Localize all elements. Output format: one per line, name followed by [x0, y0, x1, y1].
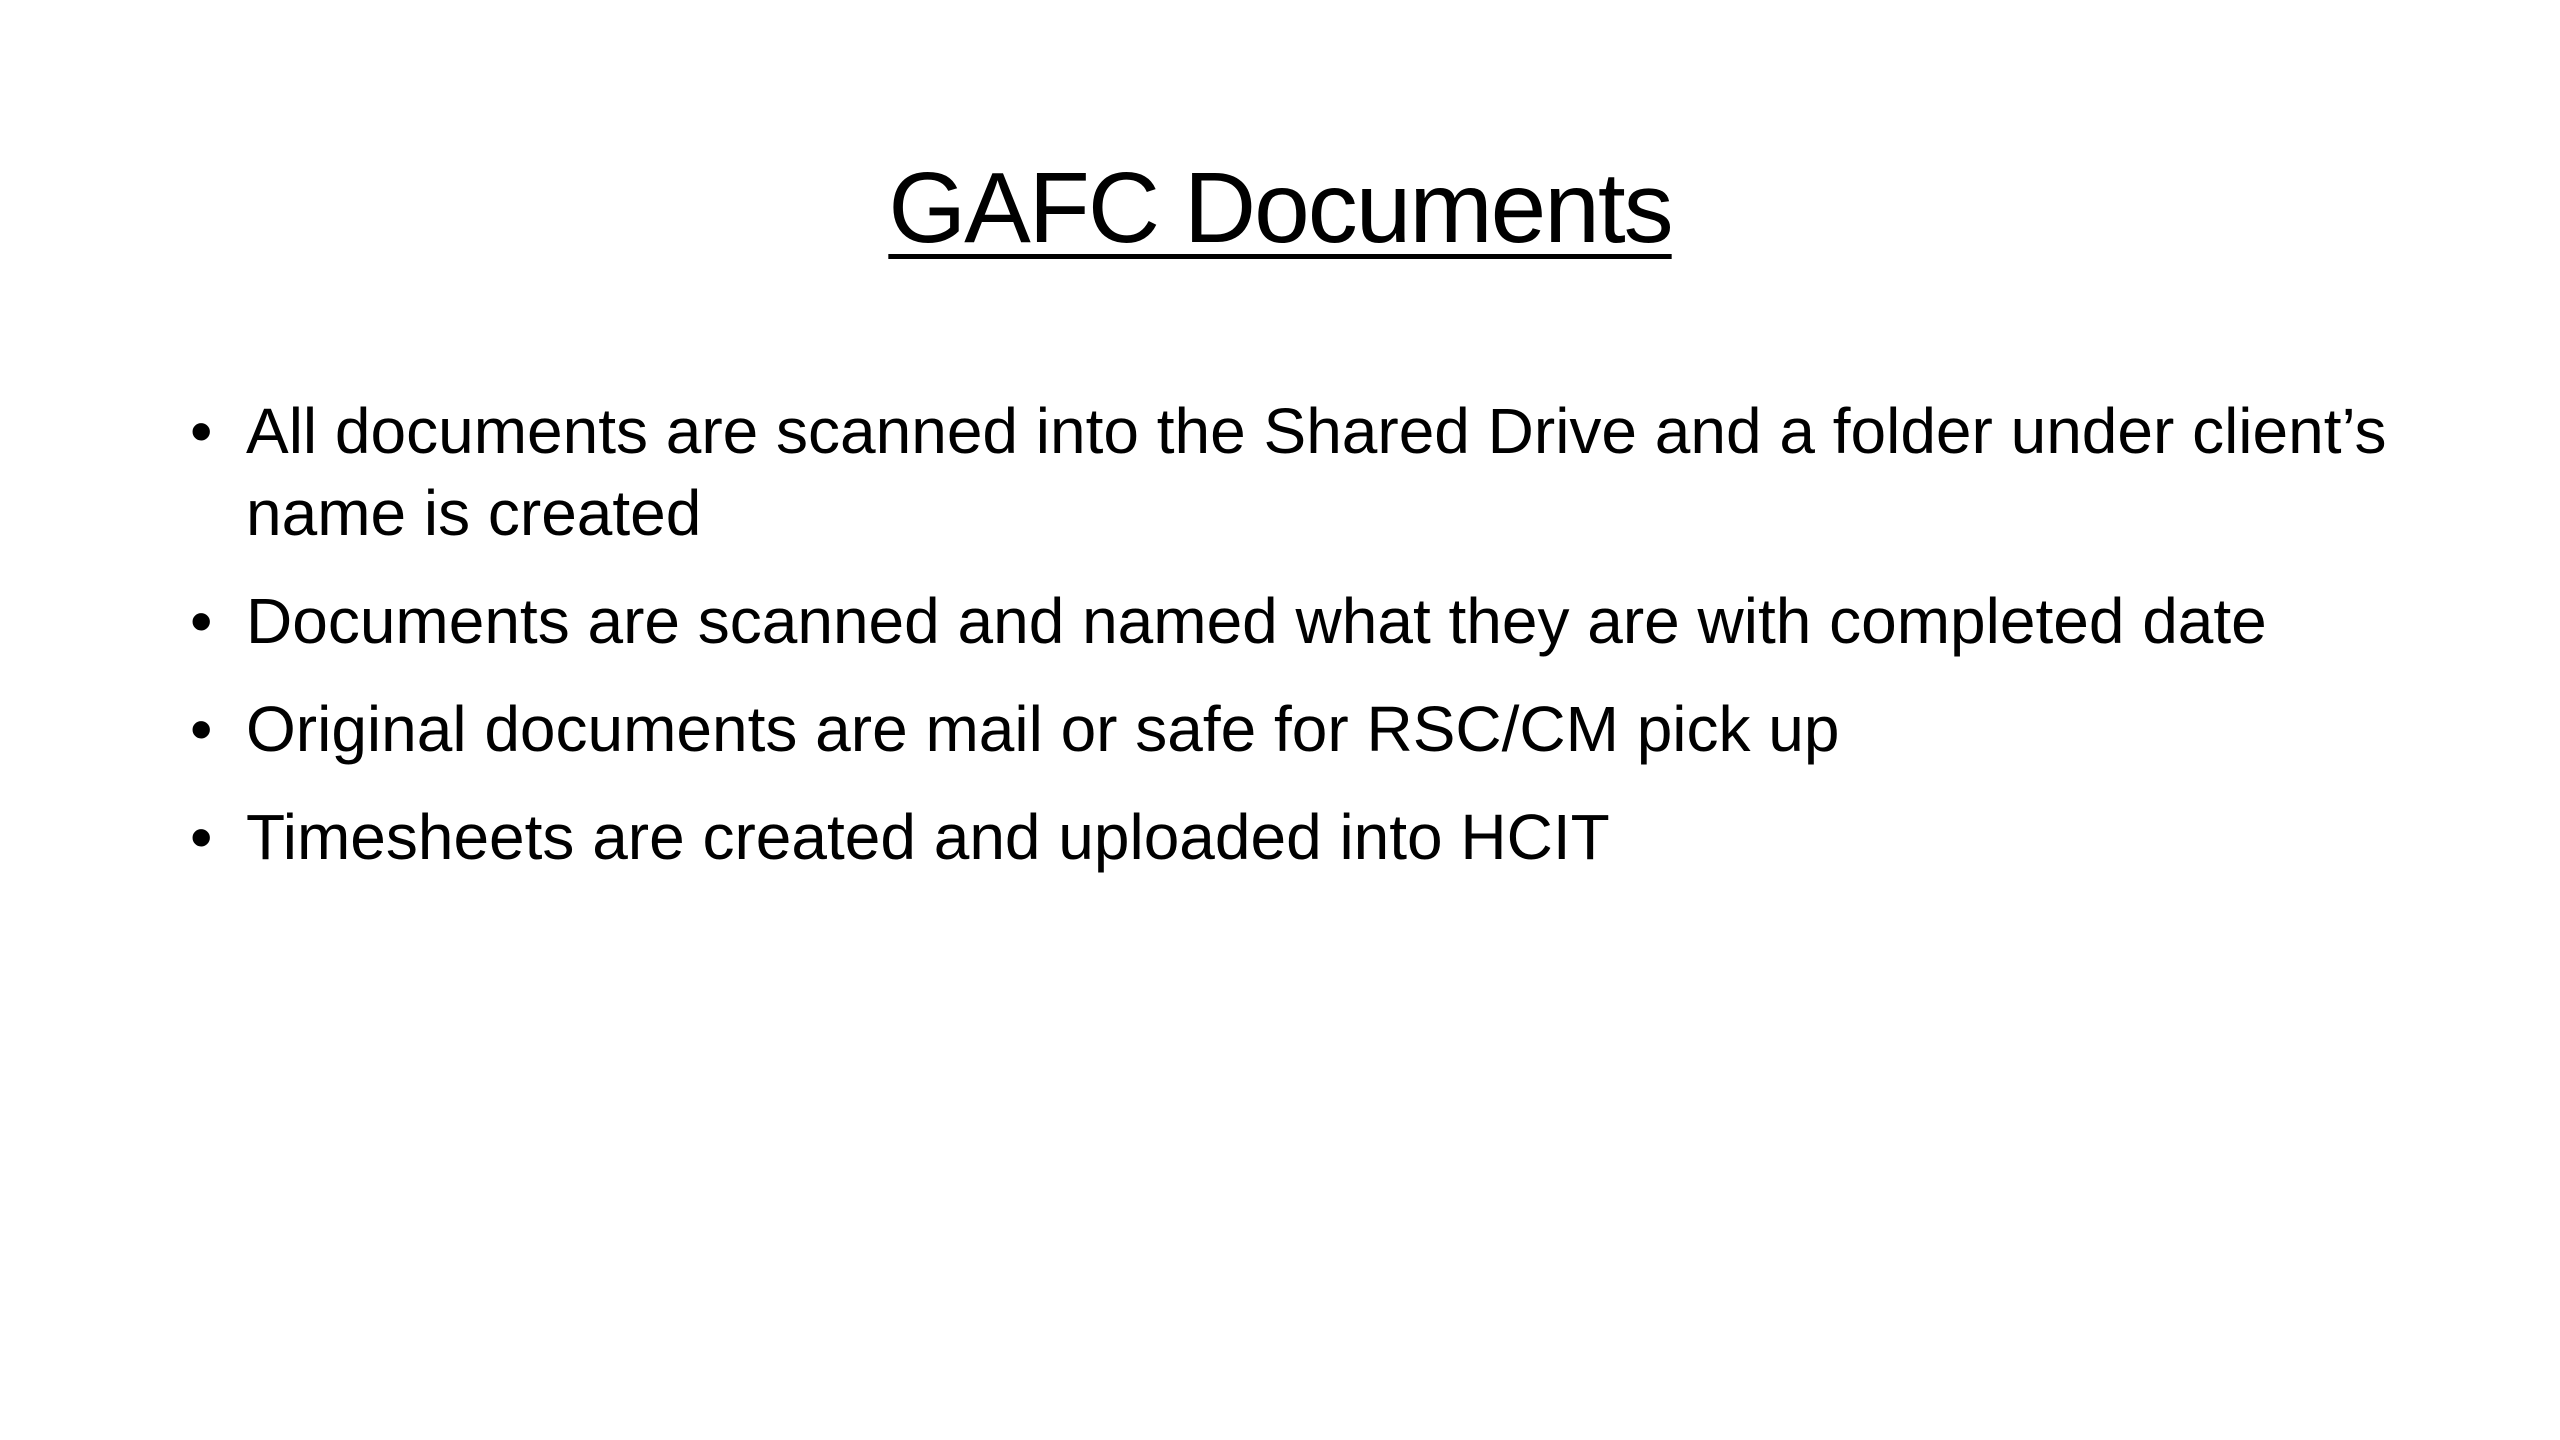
bullet-icon: • [190, 585, 213, 657]
bullet-item [190, 688, 2390, 770]
bullet-icon: • [190, 693, 213, 765]
slide-title-text: GAFC Documents [888, 152, 1672, 264]
bullet-text: Timesheets are created and uploaded into HCIT [246, 801, 1610, 873]
bullet-item [190, 390, 2390, 554]
bullet-item [190, 580, 2390, 662]
bullet-icon: • [190, 395, 213, 467]
bullet-icon: • [190, 801, 213, 873]
bullet-text: All documents are scanned into the Shared Drive and a folder under client’s name is created [246, 395, 2387, 549]
slide-title [0, 148, 2560, 268]
bullet-text: Documents are scanned and named what they are with completed date [246, 585, 2267, 657]
bullet-list [190, 390, 2390, 904]
bullet-text: Original documents are mail or safe for RSC/CM pick up [246, 693, 1840, 765]
bullet-item [190, 796, 2390, 878]
